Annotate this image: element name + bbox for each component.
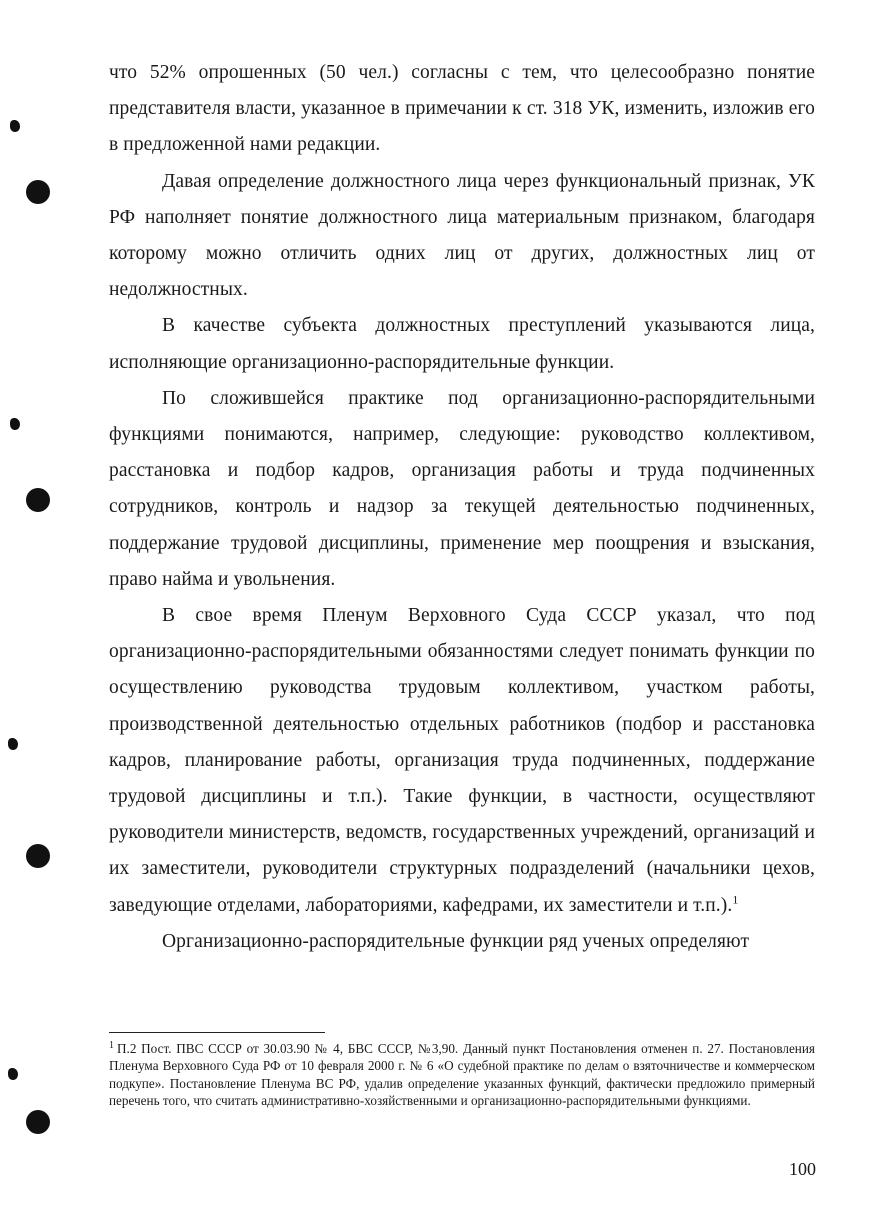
punch-hole-mark [26, 844, 50, 868]
punch-hole-mark [8, 1068, 18, 1080]
paragraph-with-footnote [109, 598, 815, 924]
footnote-text: П.2 Пост. ПВС СССР от 30.03.90 № 4, БВС СССР, №3,90. Данный пункт Постановления отменен п. 27. Постановления Пленума Верховного Суда РФ от 10 февраля 2000 г. № 6 «О судебной практике по делам о взяточничестве и коммерческом подкупе». Постановление Пленума ВС РФ, удалив определение указанных функций, фактически предложило примерный перечень того, что считать административно-хозяйственными и организационно-распорядительными функциями. [109, 1041, 815, 1109]
paragraph: Давая определение должностного лица через функциональный признак, УК РФ наполняет понятие должностного лица материальным признаком, благодаря которому можно отличить одних лиц от других, должностных лиц от недолжностных. [109, 170, 815, 301]
footnote [109, 1040, 815, 1110]
main-text [109, 55, 815, 960]
punch-hole-mark [26, 180, 50, 204]
punch-hole-mark [26, 1110, 50, 1134]
paragraph: что 52% опрошенных (50 чел.) согласны с тем, что целесообразно понятие представителя власти, указанное в примечании к ст. 318 УК, изменить, изложив его в предложенной нами редакции. [109, 62, 815, 156]
punch-hole-mark [8, 738, 18, 750]
punch-hole-mark [10, 418, 20, 430]
paragraph: Организационно-распорядительные функции ряд ученых определяют [162, 930, 750, 952]
paragraph: В качестве субъекта должностных преступлений указываются лица, исполняющие организационно-распорядительные функции. [109, 315, 815, 373]
page-number: 100 [789, 1159, 816, 1179]
footnote-reference[interactable]: 1 [732, 892, 739, 907]
punch-hole-mark [26, 488, 50, 512]
paragraph: По сложившейся практике под организационно-распорядительными функциями понимаются, например, следующие: руководство коллективом, расстановка и подбор кадров, организация работы и труда подчиненных сотрудников, контроль и надзор за текущей деятельностью подчиненных, поддержание трудовой дисциплины, применение мер поощрения и взыскания, право найма и увольнения. [109, 387, 815, 590]
paragraph-text: В свое время Пленум Верховного Суда СССР указал, что под организационно-распорядительными обязанностями следует понимать функции по осуществлению руководства трудовым коллективом, участком работы, производственной деятельностью отдельных работников (подбор и расстановка кадров, планирование работы, организация труда подчиненных, поддержание трудовой дисциплины и т.п.). Такие функции, в частности, осуществляют руководители министерств, ведомств, государственных учреждений, организаций и их заместители, руководители структурных подразделений (начальники цехов, заведующие отделами, лабораториями, кафедрами, их заместители и т.п.). [109, 605, 815, 916]
footnote-separator [109, 1032, 325, 1033]
punch-hole-mark [10, 120, 20, 132]
footnote-mark: 1 [109, 1039, 114, 1051]
